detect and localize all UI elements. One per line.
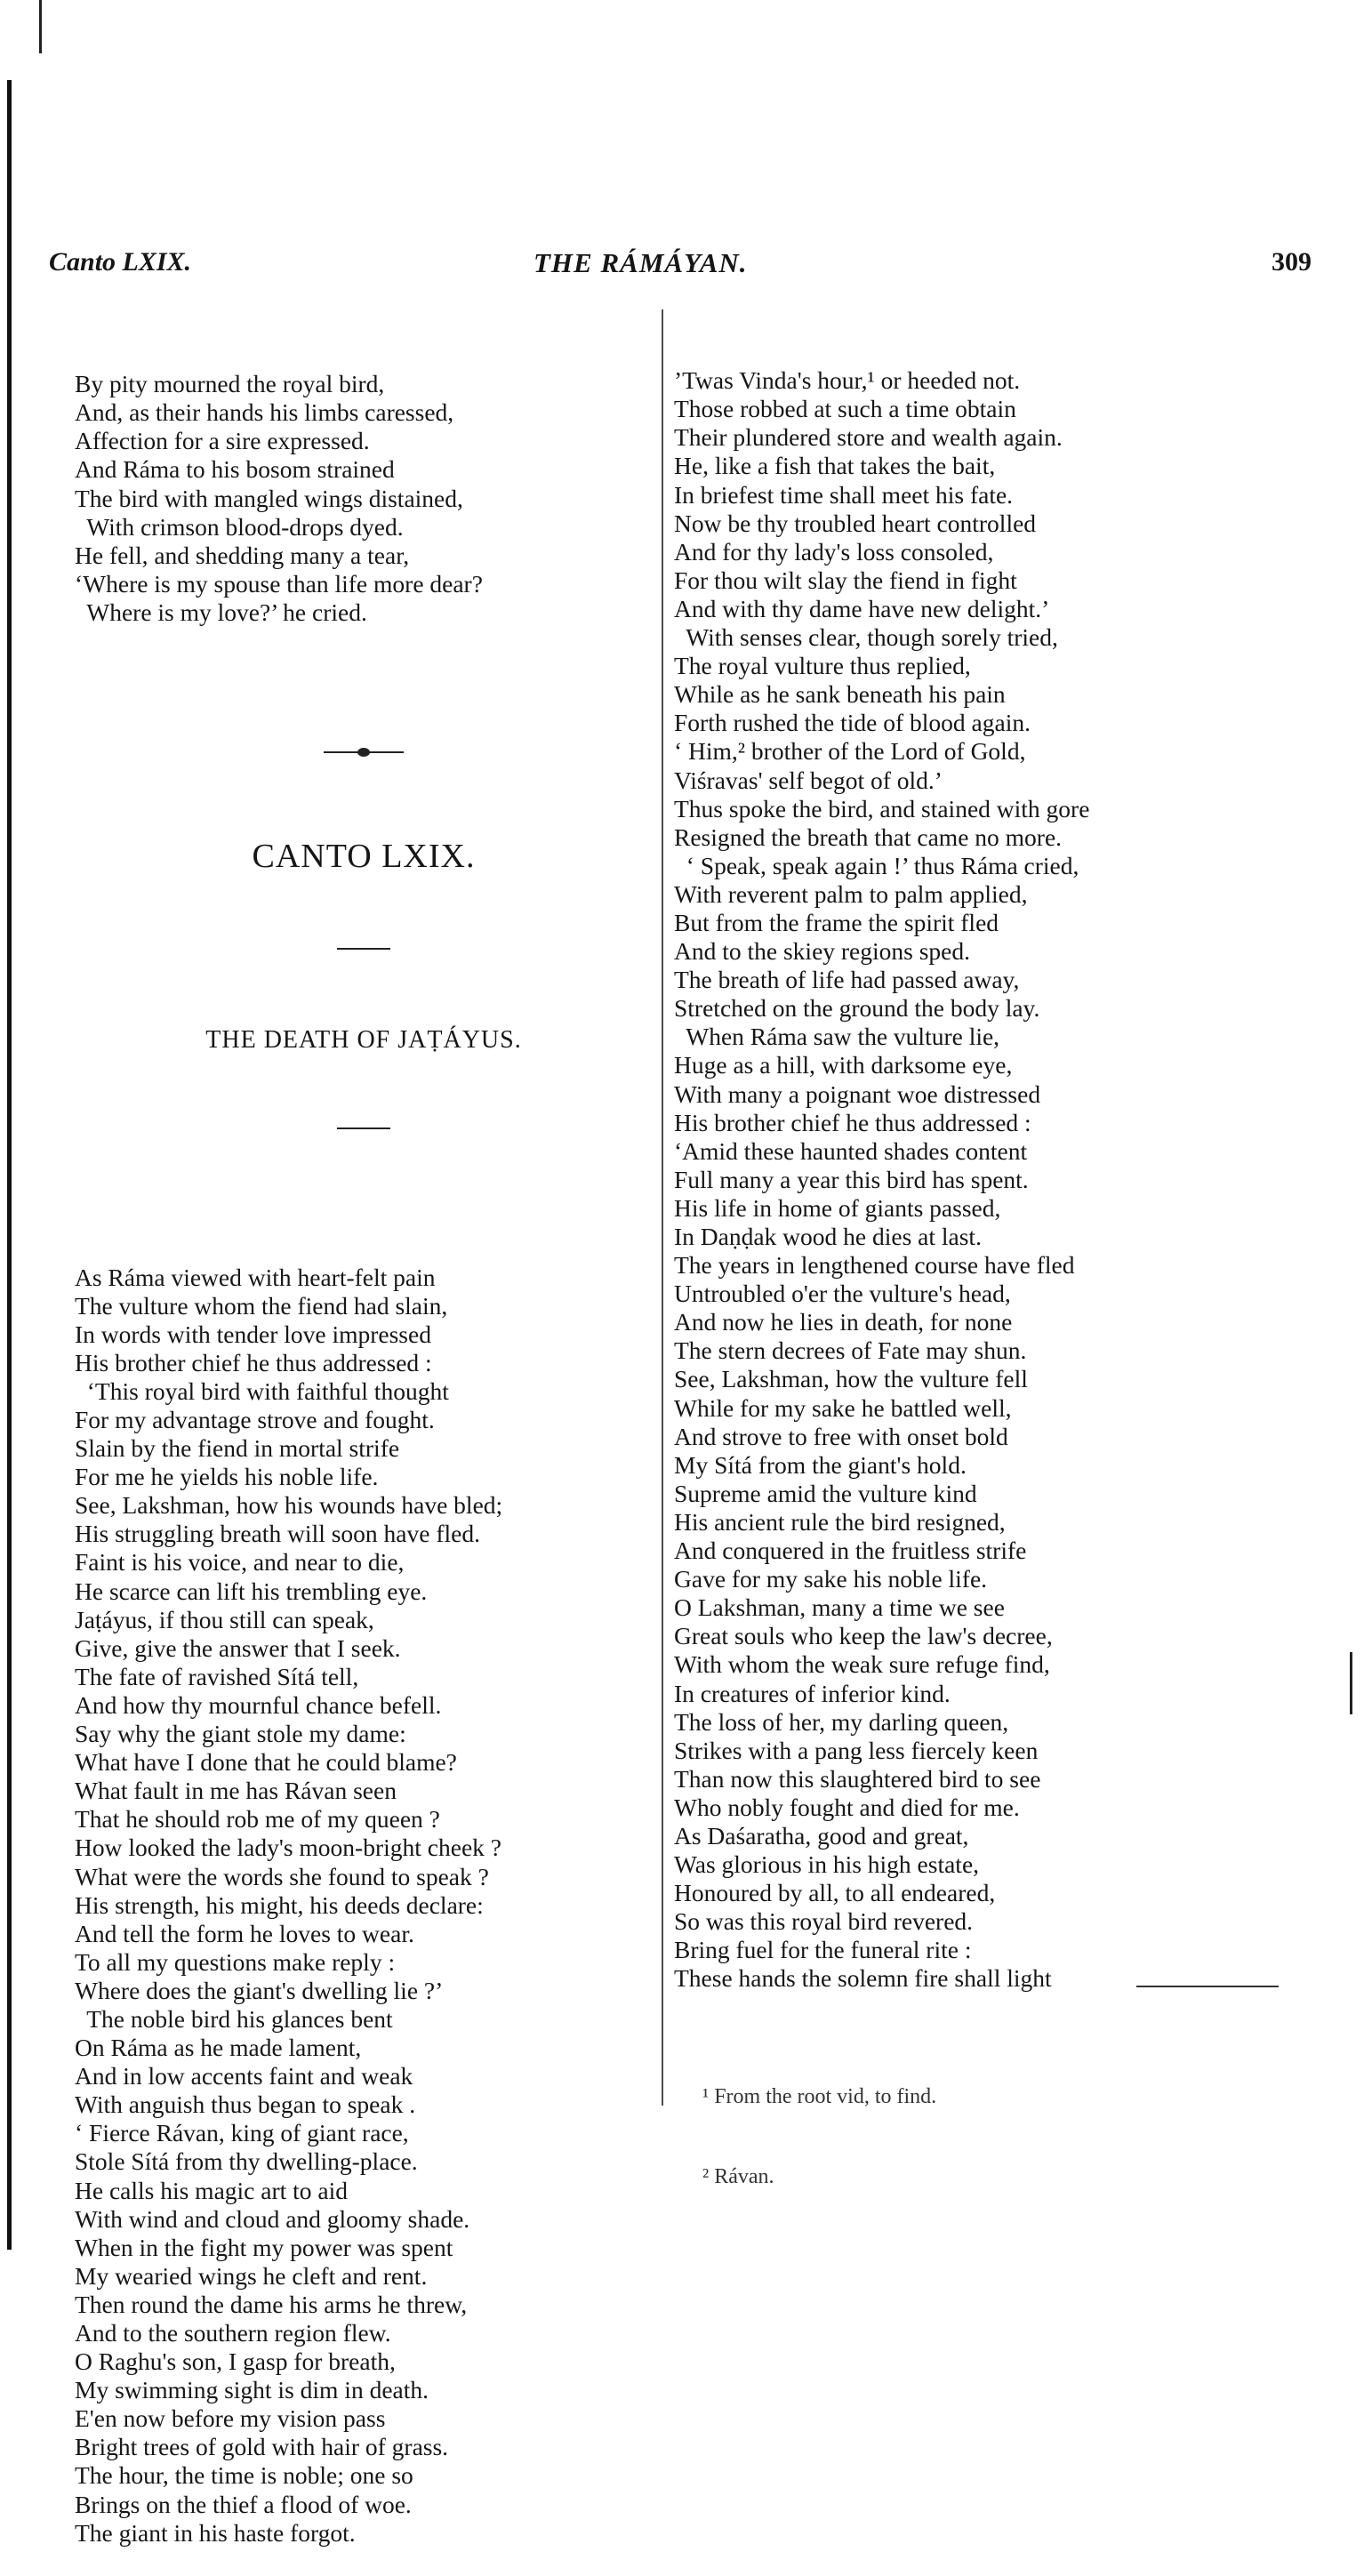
verse-line: Where does the giant's dwelling lie ?’ xyxy=(75,1976,444,2004)
verse-line: See, Lakshman, how his wounds have bled; xyxy=(75,1491,503,1520)
verse-line: And how thy mournful chance befell. xyxy=(75,1690,442,1719)
verse-line: ‘ Him,² brother of the Lord of Gold, xyxy=(674,737,1026,766)
verse-line: In creatures of inferior kind. xyxy=(674,1679,951,1707)
verse-line: What have I done that he could blame? xyxy=(75,1748,457,1777)
verse-line: Full many a year this bird has spent. xyxy=(674,1165,1029,1193)
verse-line: And conquered in the fruitless strife xyxy=(674,1537,1027,1565)
verse-line: Where is my love?’ he cried. xyxy=(75,598,367,626)
verse-line: Gave for my sake his noble life. xyxy=(674,1565,988,1593)
verse-line: ‘Amid these haunted shades content xyxy=(674,1136,1028,1165)
left-body-verses xyxy=(75,1264,653,2548)
verse-line: And now he lies in death, for none xyxy=(674,1308,1013,1336)
verse-line: Stretched on the ground the body lay. xyxy=(674,994,1040,1023)
binding-edge xyxy=(7,80,12,2250)
verse-line: He scarce can lift his trembling eye. xyxy=(75,1577,428,1605)
verse-line: Slain by the fiend in mortal strife xyxy=(75,1434,400,1463)
page-number: 309 xyxy=(1272,247,1312,277)
verse-line: The fate of ravished Sítá tell, xyxy=(75,1662,359,1690)
verse-line: The stern decrees of Fate may shun. xyxy=(674,1336,1027,1365)
verse-line: His life in home of giants passed, xyxy=(674,1193,1001,1222)
verse-line: The giant in his haste forgot. xyxy=(75,2518,356,2547)
header-title: THE RÁMÁYAN. xyxy=(534,247,748,278)
canto-heading: CANTO LXIX. xyxy=(252,837,476,875)
verse-line: Forth rushed the tide of blood again. xyxy=(674,709,1031,737)
verse-line: The bird with mangled wings distained, xyxy=(75,484,463,512)
verse-line: ‘Where is my spouse than life more dear? xyxy=(75,569,483,598)
verse-line: For me he yields his noble life. xyxy=(75,1463,379,1491)
verse-line: With crimson blood-drops dyed. xyxy=(75,512,404,541)
running-header xyxy=(49,247,1312,283)
verse-line: O Raghu's son, I gasp for breath, xyxy=(75,2347,396,2376)
verse-line: For thou wilt slay the fiend in fight xyxy=(674,566,1017,594)
verse-line: Now be thy troubled heart controlled xyxy=(674,509,1037,537)
verse-line: His brother chief he thus addressed : xyxy=(674,1108,1031,1136)
verse-line: Than now this slaughtered bird to see xyxy=(674,1764,1041,1793)
verse-line: While as he sank beneath his pain xyxy=(674,680,1006,709)
verse-line: The vulture whom the fiend had slain, xyxy=(75,1291,448,1320)
verse-line: How looked the lady's moon-bright cheek ? xyxy=(75,1834,501,1862)
verse-line: In Daṇḍak wood he dies at last. xyxy=(674,1223,982,1250)
verse-line: E'en now before my vision pass xyxy=(75,2404,386,2433)
verse-line: But from the frame the spirit fled xyxy=(674,908,999,936)
ornament-divider xyxy=(324,748,404,757)
verse-line: His strength, his might, his deeds declare: xyxy=(75,1890,484,1919)
verse-line: Who nobly fought and died for me. xyxy=(674,1793,1020,1821)
verse-line: The breath of life had passed away, xyxy=(674,966,1020,994)
footnotes xyxy=(702,2030,936,2217)
verse-line: Viśravas' self begot of old.’ xyxy=(674,766,943,794)
verse-line: Huge as a hill, with darksome eye, xyxy=(674,1051,1013,1079)
header-canto: Canto LXIX. xyxy=(49,247,192,277)
verse-line: The royal vulture thus replied, xyxy=(674,652,971,680)
verse-line: Resigned the breath that came no more. xyxy=(674,823,1063,851)
verse-line: My swimming sight is dim in death. xyxy=(75,2376,429,2404)
verse-line: With wind and cloud and gloomy shade. xyxy=(75,2204,470,2233)
verse-line: ’Twas Vinda's hour,¹ or heeded not. xyxy=(674,366,1021,395)
verse-line: And to the southern region flew. xyxy=(75,2319,391,2347)
verse-line: Say why the giant stole my dame: xyxy=(75,1720,406,1748)
verse-line: Faint is his voice, and near to die, xyxy=(75,1548,405,1577)
verse-line: Then round the dame his arms he threw, xyxy=(75,2290,468,2318)
verse-line: By pity mourned the royal bird, xyxy=(75,370,385,398)
verse-line: ‘ Speak, speak again !’ thus Ráma cried, xyxy=(674,851,1079,879)
verse-line: And with thy dame have new delight.’ xyxy=(674,594,1050,622)
verse-line: Honoured by all, to all endeared, xyxy=(674,1879,996,1907)
verse-line: These hands the solemn fire shall light xyxy=(674,1964,1052,1993)
heading-rule xyxy=(337,948,390,950)
verse-line: Stole Sítá from thy dwelling-place. xyxy=(75,2147,418,2176)
verse-line: What were the words she found to speak ? xyxy=(75,1862,489,1890)
verse-line: His ancient rule the bird resigned, xyxy=(674,1507,1006,1536)
margin-bracket xyxy=(1350,1652,1358,1714)
verse-line: With anguish thus began to speak . xyxy=(75,2090,416,2119)
footnote-rule xyxy=(1136,1986,1279,1987)
verse-line: And Ráma to his bosom strained xyxy=(75,455,395,484)
verse-line: O Lakshman, many a time we see xyxy=(674,1593,1005,1622)
verse-line: Jaṭáyus, if thou still can speak, xyxy=(75,1605,374,1633)
verse-line: Was glorious in his high estate, xyxy=(674,1850,980,1879)
verse-line: My wearied wings he cleft and rent. xyxy=(75,2261,428,2290)
verse-line: When Ráma saw the vulture lie, xyxy=(674,1023,1000,1051)
verse-line: And strove to free with onset bold xyxy=(674,1422,1008,1450)
verse-line: And in low accents faint and weak xyxy=(75,2062,413,2090)
left-top-verses xyxy=(75,370,653,627)
footnote-2: ² Rávan. xyxy=(702,2165,774,2188)
right-verses xyxy=(674,366,1296,1993)
verse-line: In briefest time shall meet his fate. xyxy=(674,480,1014,509)
verse-line: He calls his magic art to aid xyxy=(75,2176,348,2204)
footnote-1: ¹ From the root vid, to find. xyxy=(702,2085,937,2108)
right-column xyxy=(674,309,1296,2022)
verse-line: His struggling breath will soon have fled. xyxy=(75,1520,480,1548)
verse-line: That he should rob me of my queen ? xyxy=(75,1805,440,1834)
verse-line: Great souls who keep the law's decree, xyxy=(674,1622,1053,1650)
canto-heading-block xyxy=(75,684,653,1186)
verse-line: With many a poignant woe distressed xyxy=(674,1079,1041,1108)
verse-line: As Ráma viewed with heart-felt pain xyxy=(75,1263,436,1291)
verse-line: Untroubled o'er the vulture's head, xyxy=(674,1280,1011,1308)
verse-line: He fell, and shedding many a tear, xyxy=(75,541,410,569)
verse-line: Strikes with a pang less fiercely keen xyxy=(674,1736,1039,1764)
verse-line: The noble bird his glances bent xyxy=(75,2004,393,2033)
verse-line: On Ráma as he made lament, xyxy=(75,2034,362,2062)
verse-line: For my advantage strove and fought. xyxy=(75,1406,435,1433)
verse-line: The years in lengthened course have fled xyxy=(674,1251,1075,1280)
verse-line: And tell the form he loves to wear. xyxy=(75,1919,414,1947)
verse-line: ‘This royal bird with faithful thought xyxy=(75,1376,449,1405)
verse-line: With reverent palm to palm applied, xyxy=(674,879,1028,908)
verse-line: What fault in me has Rávan seen xyxy=(75,1777,397,1805)
verse-line: In words with tender love impressed xyxy=(75,1320,431,1348)
verse-line: The loss of her, my darling queen, xyxy=(674,1707,1009,1736)
verse-line: And for thy lady's loss consoled, xyxy=(674,537,994,566)
verse-line: Affection for a sire expressed. xyxy=(75,427,370,455)
page-corner-mark xyxy=(39,0,42,53)
column-divider xyxy=(662,309,663,2106)
verse-line: So was this royal bird revered. xyxy=(674,1907,974,1936)
verse-line: His brother chief he thus addressed : xyxy=(75,1348,432,1376)
verse-line: To all my questions make reply : xyxy=(75,1947,396,1976)
verse-line: As Daśaratha, good and great, xyxy=(674,1821,969,1850)
verse-line: Bright trees of gold with hair of grass. xyxy=(75,2433,449,2461)
verse-line: With senses clear, though sorely tried, xyxy=(674,623,1058,652)
verse-line: And, as their hands his limbs caressed, xyxy=(75,398,454,427)
verse-line: Give, give the answer that I seek. xyxy=(75,1633,401,1662)
verse-line: Those robbed at such a time obtain xyxy=(674,395,1016,423)
verse-line: The hour, the time is noble; one so xyxy=(75,2461,413,2490)
verse-line: Their plundered store and wealth again. xyxy=(674,423,1063,452)
verse-line: And to the skiey regions sped. xyxy=(674,937,971,966)
verse-line: When in the fight my power was spent xyxy=(75,2233,453,2261)
verse-line: While for my sake he battled well, xyxy=(674,1393,1012,1422)
verse-line: Brings on the thief a flood of woe. xyxy=(75,2490,412,2518)
verse-line: Thus spoke the bird, and stained with gore xyxy=(674,794,1090,823)
left-column xyxy=(75,313,653,2576)
verse-line: ‘ Fierce Rávan, king of giant race, xyxy=(75,2119,409,2147)
canto-subheading: THE DEATH OF JAṬÁYUS. xyxy=(205,1025,522,1054)
subheading-rule xyxy=(337,1128,390,1129)
verse-line: Bring fuel for the funeral rite : xyxy=(674,1936,972,1964)
verse-line: He, like a fish that takes the bait, xyxy=(674,452,996,480)
verse-line: See, Lakshman, how the vulture fell xyxy=(674,1365,1028,1393)
verse-line: My Sítá from the giant's hold. xyxy=(674,1450,967,1479)
verse-line: Supreme amid the vulture kind xyxy=(674,1479,977,1507)
verse-line: With whom the weak sure refuge find, xyxy=(674,1650,1050,1679)
